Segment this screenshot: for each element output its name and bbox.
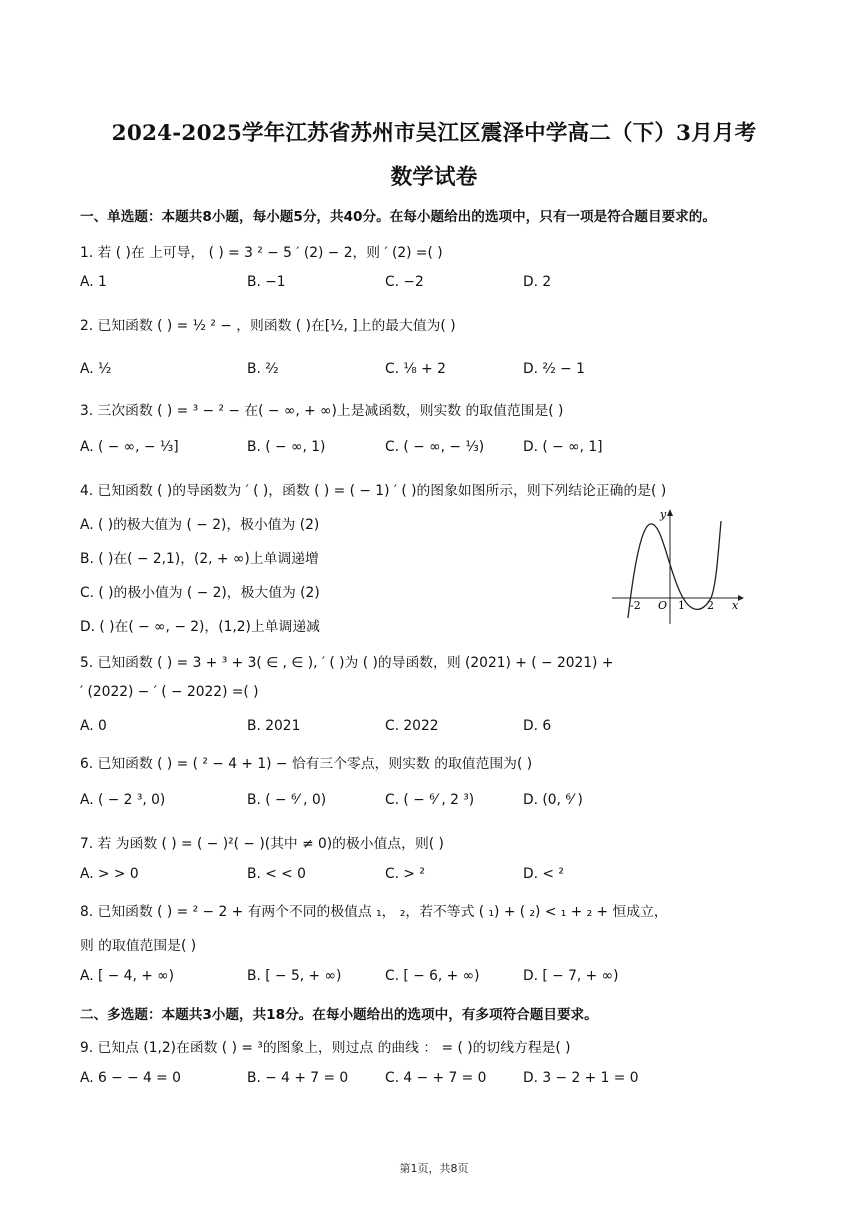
question-8-option-d: D. [ − 7, + ∞) <box>523 968 619 984</box>
question-3-stem: 3. 三次函数 ( ) = ³ − ² − 在( − ∞, + ∞)上是减函数，则实数 的取值范围是( ) <box>80 403 564 419</box>
question-1-stem: 1. 若 ( )在 上可导， ( ) = 3 ² − 5 ′ (2) − 2，则 ′ (2) =( ) <box>80 245 443 261</box>
question-7-option-d: D. < ² <box>523 866 564 882</box>
section-multi-choice-heading: 二、多选题：本题共3小题，共18分。在每小题给出的选项中，有多项符合题目要求。 <box>80 1007 598 1023</box>
question-9-option-b: B. − 4 + 7 = 0 <box>247 1070 349 1086</box>
question-2-stem: 2. 已知函数 ( ) = ½ ² − ，则函数 ( )在[½, ]上的最大值为( ) <box>80 318 456 334</box>
exam-subtitle: 数学试卷 <box>390 165 478 190</box>
question-4-option-c: C. ( )的极小值为 ( − 2)，极大值为 (2) <box>80 585 320 601</box>
question-4-stem: 4. 已知函数 ( )的导函数为 ′ ( )，函数 ( ) = ( − 1) ′ ( )的图象如图所示，则下列结论正确的是( ) <box>80 483 667 499</box>
question-7-option-b: B. < < 0 <box>247 866 306 882</box>
question-1-option-c: C. −2 <box>385 274 424 290</box>
question-1-option-d: D. 2 <box>523 274 552 290</box>
question-8-option-a: A. [ − 4, + ∞) <box>80 968 175 984</box>
question-4-option-d: D. ( )在( − ∞, − 2)，(1,2)上单调递减 <box>80 619 320 635</box>
question-8-stem-line1: 8. 已知函数 ( ) = ² − 2 + 有两个不同的极值点 ₁， ₂，若不等式 ( ₁) + ( ₂) < ₁ + ₂ + 恒成立， <box>80 904 668 920</box>
question-1-option-a: A. 1 <box>80 274 107 290</box>
question-4-option-a: A. ( )的极大值为 ( − 2)，极小值为 (2) <box>80 517 320 533</box>
question-2-option-a: A. ½ <box>80 361 112 377</box>
question-3-option-d: D. ( − ∞, 1] <box>523 439 603 455</box>
question-2-option-d: D. ²⁄₂ − 1 <box>523 361 585 377</box>
question-9-stem: 9. 已知点 (1,2)在函数 ( ) = ³的图象上，则过点 的曲线 ： = ( )的切线方程是( ) <box>80 1040 571 1056</box>
question-9-option-d: D. 3 − 2 + 1 = 0 <box>523 1070 639 1086</box>
question-2-option-c: C. ⅛ + 2 <box>385 361 446 377</box>
question-6-stem: 6. 已知函数 ( ) = ( ² − 4 + 1) − 恰有三个零点，则实数 的取值范围为( ) <box>80 756 533 772</box>
question-7-option-a: A. > > 0 <box>80 866 139 882</box>
x-axis-arrow-icon <box>738 595 744 601</box>
section-single-choice-heading: 一、单选题：本题共8小题，每小题5分，共40分。在每小题给出的选项中，只有一项是符合题目要求的。 <box>80 209 716 225</box>
question-7-option-c: C. > ² <box>385 866 425 882</box>
question-3-option-c: C. ( − ∞, − ⅓) <box>385 439 485 455</box>
question-8-stem-line2: 则 的取值范围是( ) <box>80 938 197 954</box>
question-5-option-c: C. 2022 <box>385 718 439 734</box>
question-9-option-a: A. 6 − − 4 = 0 <box>80 1070 181 1086</box>
question-1-option-b: B. −1 <box>247 274 286 290</box>
x-axis-label: x <box>732 599 739 612</box>
question-5-option-b: B. 2021 <box>247 718 301 734</box>
question-2-option-b: B. ²⁄₂ <box>247 361 279 377</box>
question-5-stem-line1: 5. 已知函数 ( ) = 3 + ³ + 3( ∈ , ∈ ), ′ ( )为 ( )的导函数，则 (2021) + ( − 2021) + <box>80 655 614 671</box>
question-3-option-b: B. ( − ∞, 1) <box>247 439 326 455</box>
question-6-option-a: A. ( − 2 ³, 0) <box>80 792 166 808</box>
question-5-option-a: A. 0 <box>80 718 107 734</box>
question-8-option-c: C. [ − 6, + ∞) <box>385 968 480 984</box>
tick-label-neg2: -2 <box>630 599 641 612</box>
exam-title: 2024-2025学年江苏省苏州市吴江区震泽中学高二（下）3月月考 <box>111 121 757 146</box>
question-4-option-b: B. ( )在( − 2,1)，(2, + ∞)上单调递增 <box>80 551 319 567</box>
tick-label-1: 1 <box>678 599 685 612</box>
question-7-stem: 7. 若 为函数 ( ) = ( − )²( − )(其中 ≠ 0)的极小值点，则( ) <box>80 836 444 852</box>
origin-label: O <box>658 599 668 612</box>
question-8-option-b: B. [ − 5, + ∞) <box>247 968 342 984</box>
question-9-option-c: C. 4 − + 7 = 0 <box>385 1070 487 1086</box>
question-6-option-d: D. (0, ⁶⁄ ) <box>523 792 583 808</box>
question-5-option-d: D. 6 <box>523 718 552 734</box>
question-6-option-c: C. ( − ⁶⁄ , 2 ³) <box>385 792 475 808</box>
page-footer: 第1页，共8页 <box>399 1162 469 1175</box>
question-5-stem-line2: ′ (2022) − ′ ( − 2022) =( ) <box>80 684 259 700</box>
question-3-option-a: A. ( − ∞, − ⅓] <box>80 439 179 455</box>
question-4-function-graph <box>610 506 752 626</box>
tick-label-2: 2 <box>707 599 714 612</box>
y-axis-label: y <box>660 508 667 521</box>
y-axis-arrow-icon <box>667 509 673 516</box>
question-6-option-b: B. ( − ⁶⁄ , 0) <box>247 792 327 808</box>
